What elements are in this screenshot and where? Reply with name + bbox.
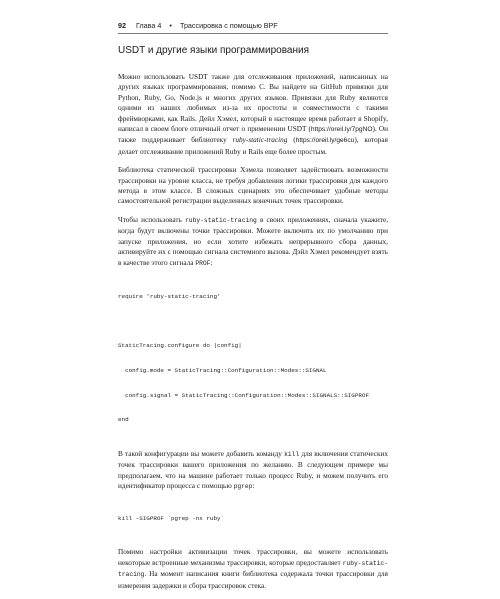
link-oreil-7pgno[interactable]: https://oreil.ly/7pgNO [310,126,373,134]
p5-text-1: Помимо настройки активизации точек трассировки, вы можете использовать некоторые встроенные механизмы трассировки, которые предоставляет [118,548,388,567]
section-title: USDT и другие языки программирования [118,45,310,56]
inline-code-ruby-static-tracing-2: ruby-static-tracing [118,559,388,579]
p1-text-1: Можно использовать USDT также для отслеживания приложений, написанных на других языках программирования, помимо C. Вы найдете на GitHub привязки для Python, Ruby, Go, Node.js и многих других языков. Привязки для Ruby являются одними из наших любимых из-за их простоты и совместимости с такими фреймворками, как Rails. Дейл Хэмел, который в настоящее время работает в Shopify, написал в своем блоге отличный отчет о применении USDT ( [118,73,388,134]
code-line: config.mode = StaticTracing::Configuration::Modes::SIGNAL [118,366,327,374]
paragraph-2: Библиотека статической трассировки Хэмела позволяет задействовать возможности трассировки на уровне класса, не требуя добавления логики трассировки для каждого метода в этом классе. В сложных сценариях это обеспечивает удобные методы самостоятельной регистрации выделенных конечных точек трассировки. [118,166,388,206]
chapter-label: Глава 4 [136,21,162,30]
p4-text-3: : [252,481,255,490]
code-line: StaticTracing.configure do |config| [118,342,242,350]
page-body [118,72,388,599]
library-name: ruby-static-tracing [232,136,288,145]
inline-code-kill: kill [284,450,300,458]
code-line: require 'ruby-static-tracing' [118,293,221,301]
code-block-configure [118,326,388,441]
chapter-title: Трассировка с помощью BPF [179,21,278,30]
p3-text-2: в своих приложениях, сначала укажите, когда будут включены точки трассировки. Можете включить их по умолчанию при запуске приложения, но если хотите избежать непрерывного сбора данных, активируйте их с помощью сигнала системного вызова. Дэйл Хэмел рекомендует взять в качестве этого сигнала [118,215,389,267]
header-bullet: • [169,21,172,30]
p1-text-3: ( [287,136,296,145]
code-line: end [118,416,129,424]
code-block-kill [118,498,388,539]
p4-text-2: для включения статических точек трассировки вашего приложения по желанию. В следующем примере мы предполагаем, что на машине работает только процесс Ruby, и можем получить его идентификатор процесса с помощью [118,449,388,490]
inline-code-pgrep: pgrep [233,482,253,490]
paragraph-1 [118,72,388,157]
running-head [118,21,388,30]
header-rule [118,33,388,34]
link-oreil-ge6cu[interactable]: https://oreil.ly/ge6cu [295,137,355,145]
p3-text-1: Чтобы использовать [118,215,186,224]
code-line: kill -SIGPROF `pgrep -nx ruby` [118,514,225,522]
page-number: 92 [118,21,126,30]
p5-text-2: . На момент написания книги библиотека содержала точки трассировки для измерения задержки и сбора трассировок стека. [118,570,388,590]
code-line: config.signal = StaticTracing::Configuration::Modes::SIGNALS::SIGPROF [118,391,369,399]
p1-text-2: ). Он также поддерживает библиотеку [118,125,389,145]
paragraph-5 [118,547,388,591]
p4-text-1: В такой конфигурации вы можете добавить команду [118,449,285,458]
p1-text-4: ), которая делает отслеживание приложений Ruby и Rails еще более простым. [118,136,388,156]
inline-code-prof: PROF [195,259,211,267]
code-block-require [118,277,388,318]
paragraph-3 [118,215,388,269]
paragraph-4 [118,449,388,493]
inline-code-ruby-static-tracing: ruby-static-tracing [185,216,257,224]
p3-text-3: : [210,258,213,267]
